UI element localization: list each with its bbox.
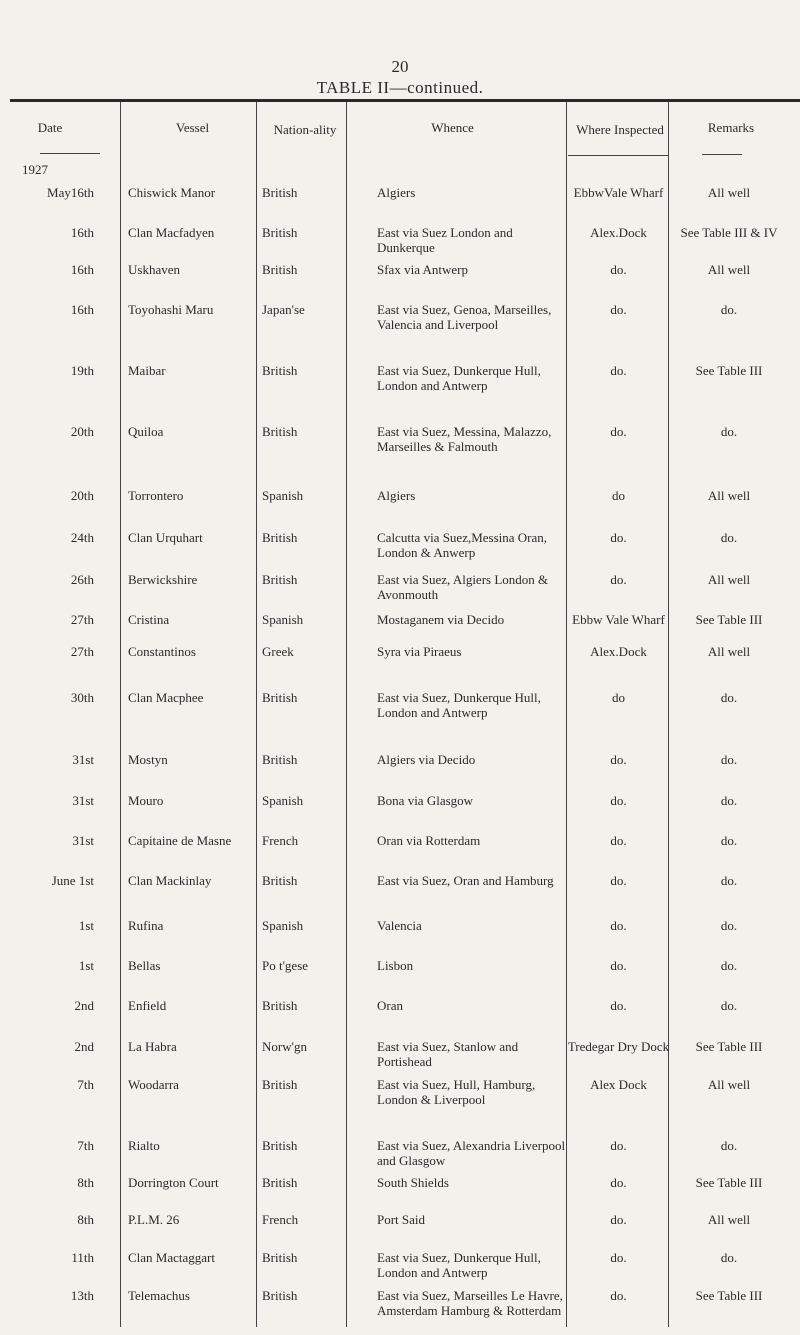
vessel-cell: Capitaine de Masne: [128, 833, 232, 848]
remarks-cell: See Table III: [695, 1039, 763, 1054]
whence-cell: Mostaganem via Decido: [377, 612, 505, 627]
page-number: 20: [391, 57, 409, 76]
vessel-cell: Maibar: [128, 363, 166, 378]
remarks-cell: do.: [720, 918, 738, 933]
nationality-cell: British: [262, 998, 298, 1013]
header-date: Date: [37, 120, 63, 135]
date-cell: June 1st: [51, 873, 94, 888]
whence-cell: East via Suez, Hull, Hamburg, London & Liverpool: [377, 1077, 536, 1107]
vessel-cell: La Habra: [128, 1039, 177, 1054]
where-inspected-cell: Alex.Dock: [590, 225, 647, 240]
nationality-cell: Greek: [262, 644, 294, 659]
where-inspected-cell: do.: [610, 424, 627, 439]
nationality-cell: Po t'gese: [262, 958, 309, 973]
date-cell: 16th: [70, 262, 94, 277]
where-inspected-cell: Alex Dock: [590, 1077, 647, 1092]
remarks-cell: do.: [720, 833, 738, 848]
whence-cell: Syra via Piraeus: [377, 644, 462, 659]
whence-cell: Lisbon: [377, 958, 414, 973]
remarks-cell: All well: [707, 1077, 751, 1092]
nationality-cell: British: [262, 262, 298, 277]
remarks-cell: See Table III & IV: [680, 225, 778, 240]
header-vessel: Vessel: [175, 120, 210, 135]
remarks-cell: do.: [720, 690, 738, 705]
whence-cell: East via Suez, Algiers London & Avonmouth: [377, 572, 549, 602]
nationality-cell: British: [262, 185, 298, 200]
remarks-cell: do.: [720, 873, 738, 888]
vessel-cell: Clan Macphee: [128, 690, 204, 705]
year-label: 1927: [22, 162, 48, 177]
whence-cell: Calcutta via Suez,Messina Oran, London & Anwerp: [377, 530, 548, 560]
vessel-cell: Clan Mactaggart: [128, 1250, 215, 1265]
where-inspected-cell: do.: [610, 918, 627, 933]
remarks-cell: See Table III: [695, 1288, 763, 1303]
date-cell: 7th: [77, 1077, 94, 1092]
table-caption: TABLE II—continued.: [316, 78, 484, 97]
whence-cell: East via Suez London and Dunkerque: [377, 225, 513, 255]
nationality-cell: Japan'se: [262, 302, 305, 317]
nationality-cell: French: [262, 833, 299, 848]
whence-cell: Port Said: [377, 1212, 426, 1227]
where-inspected-cell: do: [612, 690, 625, 705]
nationality-cell: Spanish: [262, 918, 304, 933]
vessel-cell: Mostyn: [128, 752, 168, 767]
date-cell: 13th: [70, 1288, 94, 1303]
remarks-cell: do.: [720, 793, 738, 808]
vessel-cell: P.L.M. 26: [128, 1212, 180, 1227]
date-cell: 16th: [70, 302, 94, 317]
where-inspected-cell: do.: [610, 793, 627, 808]
vessel-cell: Cristina: [128, 612, 170, 627]
whence-cell: Bona via Glasgow: [377, 793, 474, 808]
header-nationality: Nation-ality: [273, 122, 337, 137]
whence-cell: East via Suez, Marseilles Le Havre, Amsterdam Hamburg & Rotterdam: [377, 1288, 563, 1318]
vessel-cell: Rufina: [128, 918, 164, 933]
vessel-cell: Uskhaven: [128, 262, 180, 277]
date-cell: 27th: [70, 612, 94, 627]
vessel-cell: Mouro: [128, 793, 164, 808]
nationality-cell: British: [262, 363, 298, 378]
where-inspected-cell: do.: [610, 1175, 627, 1190]
vessel-cell: Toyohashi Maru: [128, 302, 214, 317]
vessel-cell: Telemachus: [128, 1288, 190, 1303]
where-inspected-cell: do.: [610, 998, 627, 1013]
where-inspected-cell: do.: [610, 262, 627, 277]
date-cell: 27th: [70, 644, 94, 659]
vessel-cell: Rialto: [128, 1138, 160, 1153]
date-cell: 20th: [70, 488, 94, 503]
nationality-cell: British: [262, 530, 298, 545]
vessel-cell: Clan Mackinlay: [128, 873, 212, 888]
remarks-cell: do.: [720, 302, 738, 317]
nationality-cell: British: [262, 572, 298, 587]
date-cell: 7th: [77, 1138, 94, 1153]
where-inspected-cell: do.: [610, 1250, 627, 1265]
nationality-cell: Spanish: [262, 612, 304, 627]
date-cell: 8th: [77, 1175, 94, 1190]
remarks-cell: do.: [720, 752, 738, 767]
whence-cell: East via Suez, Dunkerque Hull, London and Antwerp: [377, 690, 541, 720]
vessel-cell: Quiloa: [128, 424, 164, 439]
nationality-cell: British: [262, 1288, 298, 1303]
top-rule: [10, 99, 800, 102]
remarks-cell: All well: [707, 185, 751, 200]
vessel-cell: Enfield: [128, 998, 167, 1013]
remarks-cell: All well: [707, 1212, 751, 1227]
date-cell: 2nd: [74, 1039, 94, 1054]
nationality-cell: British: [262, 225, 298, 240]
whence-cell: East via Suez, Messina, Malazzo, Marseilles & Falmouth: [377, 424, 552, 454]
date-cell: 30th: [70, 690, 94, 705]
remarks-cell: See Table III: [695, 612, 763, 627]
date-cell: 31st: [72, 793, 94, 808]
header-remarks: Remarks: [707, 120, 755, 135]
header-whence: Whence: [431, 120, 474, 135]
whence-cell: East via Suez, Stanlow and Portishead: [377, 1039, 519, 1069]
remarks-cell: See Table III: [695, 363, 763, 378]
where-inspected-cell: do: [612, 488, 625, 503]
vessel-cell: Woodarra: [128, 1077, 179, 1092]
nationality-cell: British: [262, 1077, 298, 1092]
remarks-cell: All well: [707, 262, 751, 277]
where-inspected-cell: do.: [610, 530, 627, 545]
remarks-cell: do.: [720, 530, 738, 545]
remarks-cell: See Table III: [695, 1175, 763, 1190]
where-inspected-cell: Alex.Dock: [590, 644, 647, 659]
remarks-cell: do.: [720, 998, 738, 1013]
where-inspected-cell: do.: [610, 363, 627, 378]
remarks-cell: All well: [707, 644, 751, 659]
whence-cell: Algiers: [377, 185, 416, 200]
remarks-cell: All well: [707, 572, 751, 587]
nationality-cell: Spanish: [262, 488, 304, 503]
whence-cell: East via Suez, Genoa, Marseilles, Valencia and Liverpool: [377, 302, 552, 332]
date-cell: 31st: [72, 833, 94, 848]
where-inspected-cell: Tredegar Dry Dock: [567, 1039, 670, 1054]
whence-cell: Algiers: [377, 488, 416, 503]
whence-cell: Sfax via Antwerp: [377, 262, 468, 277]
date-cell: 11th: [71, 1250, 94, 1265]
header-where-inspected: Where Inspected: [576, 122, 664, 137]
where-inspected-cell: do.: [610, 833, 627, 848]
whence-cell: East via Suez, Alexandria Liverpool and Glasgow: [377, 1138, 566, 1168]
where-inspected-cell: do.: [610, 1212, 627, 1227]
where-inspected-cell: EbbwVale Wharf: [573, 185, 664, 200]
nationality-cell: British: [262, 1175, 298, 1190]
remarks-cell: do.: [720, 1250, 738, 1265]
where-inspected-cell: Ebbw Vale Wharf: [572, 612, 665, 627]
date-cell: 31st: [72, 752, 94, 767]
nationality-cell: British: [262, 752, 298, 767]
remarks-cell: All well: [707, 488, 751, 503]
vessel-cell: Constantinos: [128, 644, 196, 659]
where-inspected-cell: do.: [610, 572, 627, 587]
nationality-cell: British: [262, 690, 298, 705]
vessel-cell: Dorrington Court: [128, 1175, 219, 1190]
date-cell: May16th: [47, 185, 94, 200]
vessel-cell: Clan Macfadyen: [128, 225, 215, 240]
whence-cell: Oran via Rotterdam: [377, 833, 481, 848]
vessel-cell: Bellas: [128, 958, 161, 973]
nationality-cell: Norw'gn: [262, 1039, 307, 1054]
nationality-cell: British: [262, 873, 298, 888]
vessel-cell: Chiswick Manor: [128, 185, 216, 200]
where-inspected-cell: do.: [610, 752, 627, 767]
remarks-cell: do.: [720, 424, 738, 439]
where-inspected-cell: do.: [610, 302, 627, 317]
date-cell: 24th: [70, 530, 94, 545]
date-cell: 16th: [70, 225, 94, 240]
date-cell: 2nd: [74, 998, 94, 1013]
where-inspected-cell: do.: [610, 958, 627, 973]
remarks-cell: do.: [720, 1138, 738, 1153]
where-inspected-cell: do.: [610, 1138, 627, 1153]
nationality-cell: British: [262, 424, 298, 439]
where-inspected-cell: do.: [610, 873, 627, 888]
nationality-cell: British: [262, 1138, 298, 1153]
vessel-cell: Torrontero: [128, 488, 184, 503]
whence-cell: Oran: [377, 998, 403, 1013]
date-cell: 19th: [70, 363, 94, 378]
whence-cell: East via Suez, Oran and Hamburg: [377, 873, 554, 888]
vessel-cell: Berwickshire: [128, 572, 198, 587]
date-cell: 1st: [78, 918, 94, 933]
whence-cell: Valencia: [377, 918, 422, 933]
whence-cell: Algiers via Decido: [377, 752, 476, 767]
whence-cell: South Shields: [377, 1175, 449, 1190]
vessel-cell: Clan Urquhart: [128, 530, 203, 545]
date-cell: 20th: [70, 424, 94, 439]
nationality-cell: Spanish: [262, 793, 304, 808]
nationality-cell: French: [262, 1212, 299, 1227]
remarks-cell: do.: [720, 958, 738, 973]
date-cell: 8th: [77, 1212, 94, 1227]
date-cell: 26th: [70, 572, 94, 587]
where-inspected-cell: do.: [610, 1288, 627, 1303]
whence-cell: East via Suez, Dunkerque Hull, London and Antwerp: [377, 363, 541, 393]
nationality-cell: British: [262, 1250, 298, 1265]
date-cell: 1st: [78, 958, 94, 973]
whence-cell: East via Suez, Dunkerque Hull, London and Antwerp: [377, 1250, 541, 1280]
